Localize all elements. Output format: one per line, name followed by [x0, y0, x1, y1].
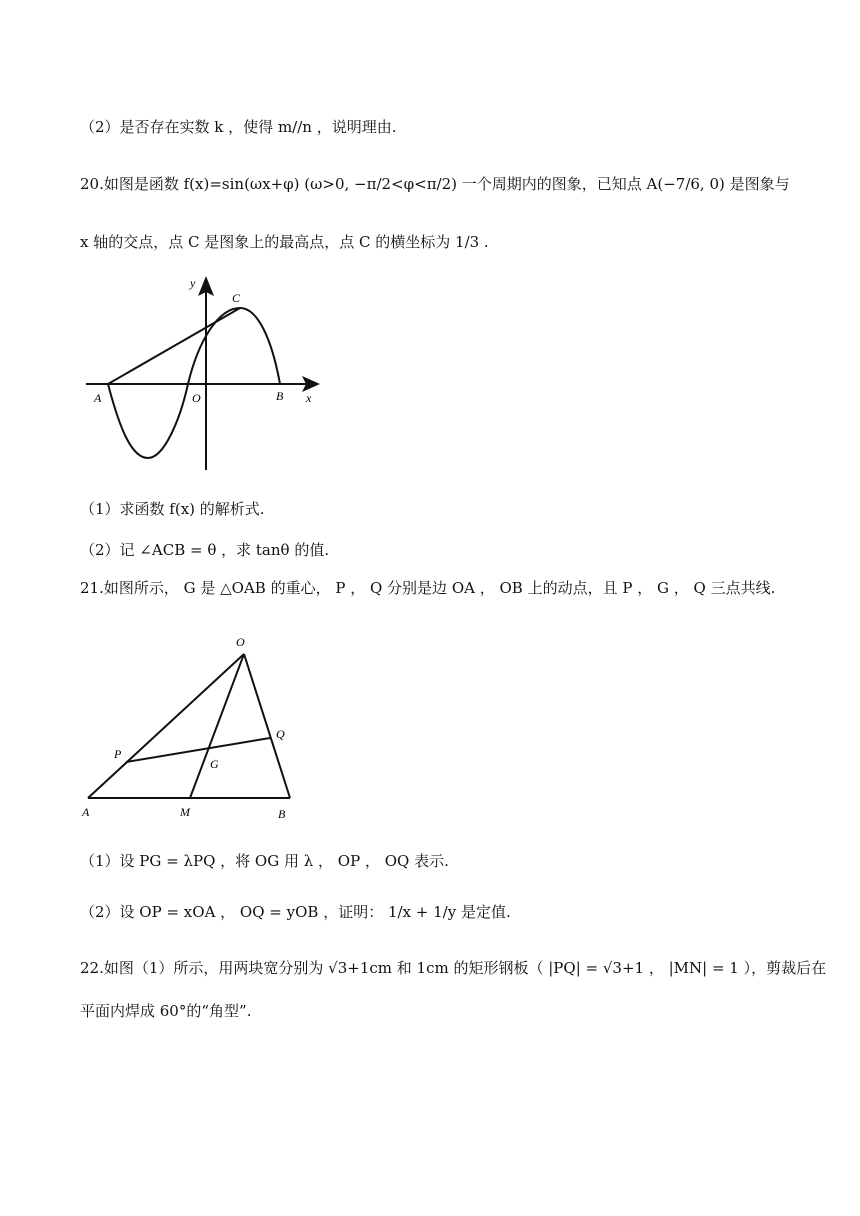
- q20-stem-line1: [80, 174, 790, 194]
- q21-stem-text: 21.如图所示， G 是 △OAB 的重心， P ， Q 分别是边 OA ， OB 上的动点，且 P ， G ， Q 三点共线.: [80, 579, 776, 597]
- label-g: G: [210, 757, 219, 771]
- label-b: B: [276, 389, 284, 403]
- q20-part1-text: （1）求函数 f(x) 的解析式.: [80, 500, 265, 518]
- q21-part2-text: （2）设 OP = xOA ， OQ = yOB ，证明： 1/x + 1/y 是定值.: [80, 903, 511, 921]
- label-q: Q: [276, 727, 285, 741]
- q21-stem: [80, 578, 780, 598]
- sine-graph-figure: [80, 270, 330, 484]
- segment-pq: [126, 738, 270, 762]
- label-p: P: [114, 747, 122, 761]
- q22-stem-line1: [80, 958, 827, 978]
- q19-part2: [80, 117, 780, 137]
- label-o: O: [192, 391, 201, 405]
- label-b: B: [278, 807, 286, 821]
- label-x: x: [306, 391, 312, 405]
- q20-part1: [80, 499, 780, 519]
- q21-part1: [80, 851, 780, 871]
- side-ob: [244, 654, 290, 798]
- q22-stem-line1-text: 22.如图（1）所示，用两块宽分别为 √3+1cm 和 1cm 的矩形钢板（ |PQ| = √3+1 ， |MN| = 1 ），剪裁后在: [80, 959, 827, 977]
- q21-part1-text: （1）设 PG = λPQ ，将 OG 用 λ ， OP ， OQ 表示.: [80, 852, 449, 870]
- label-a: A: [82, 805, 90, 819]
- q22-stem-line2-text: 平面内焊成 60°的“角型”.: [80, 1002, 252, 1020]
- label-m: M: [180, 805, 190, 819]
- sine-graph-svg: [80, 270, 330, 480]
- label-a: A: [94, 391, 102, 405]
- label-o: O: [236, 635, 245, 649]
- q21-part2: [80, 902, 780, 922]
- q20-part2: [80, 540, 780, 560]
- side-ao: [88, 654, 244, 798]
- q22-stem-line2: [80, 1001, 780, 1021]
- q20-stem-line1-text: 20.如图是函数 f(x)=sin(ωx+φ) (ω>0, −π/2<φ<π/2) 一个周期内的图象，已知点 A(−7/6, 0) 是图象与: [80, 175, 790, 193]
- q20-part2-text: （2）记 ∠ACB = θ ，求 tanθ 的值.: [80, 541, 330, 559]
- segment-ac: [108, 308, 240, 384]
- triangle-figure: [80, 628, 310, 832]
- label-c: C: [232, 291, 241, 305]
- median-om: [190, 654, 244, 798]
- q20-stem-line2: [80, 232, 780, 252]
- triangle-svg: [80, 628, 310, 828]
- q20-stem-line2-text: x 轴的交点，点 C 是图象上的最高点，点 C 的横坐标为 1/3 .: [80, 233, 489, 251]
- label-y: y: [190, 276, 196, 290]
- q19-part2-text: （2）是否存在实数 k ，使得 m//n ，说明理由.: [80, 118, 397, 136]
